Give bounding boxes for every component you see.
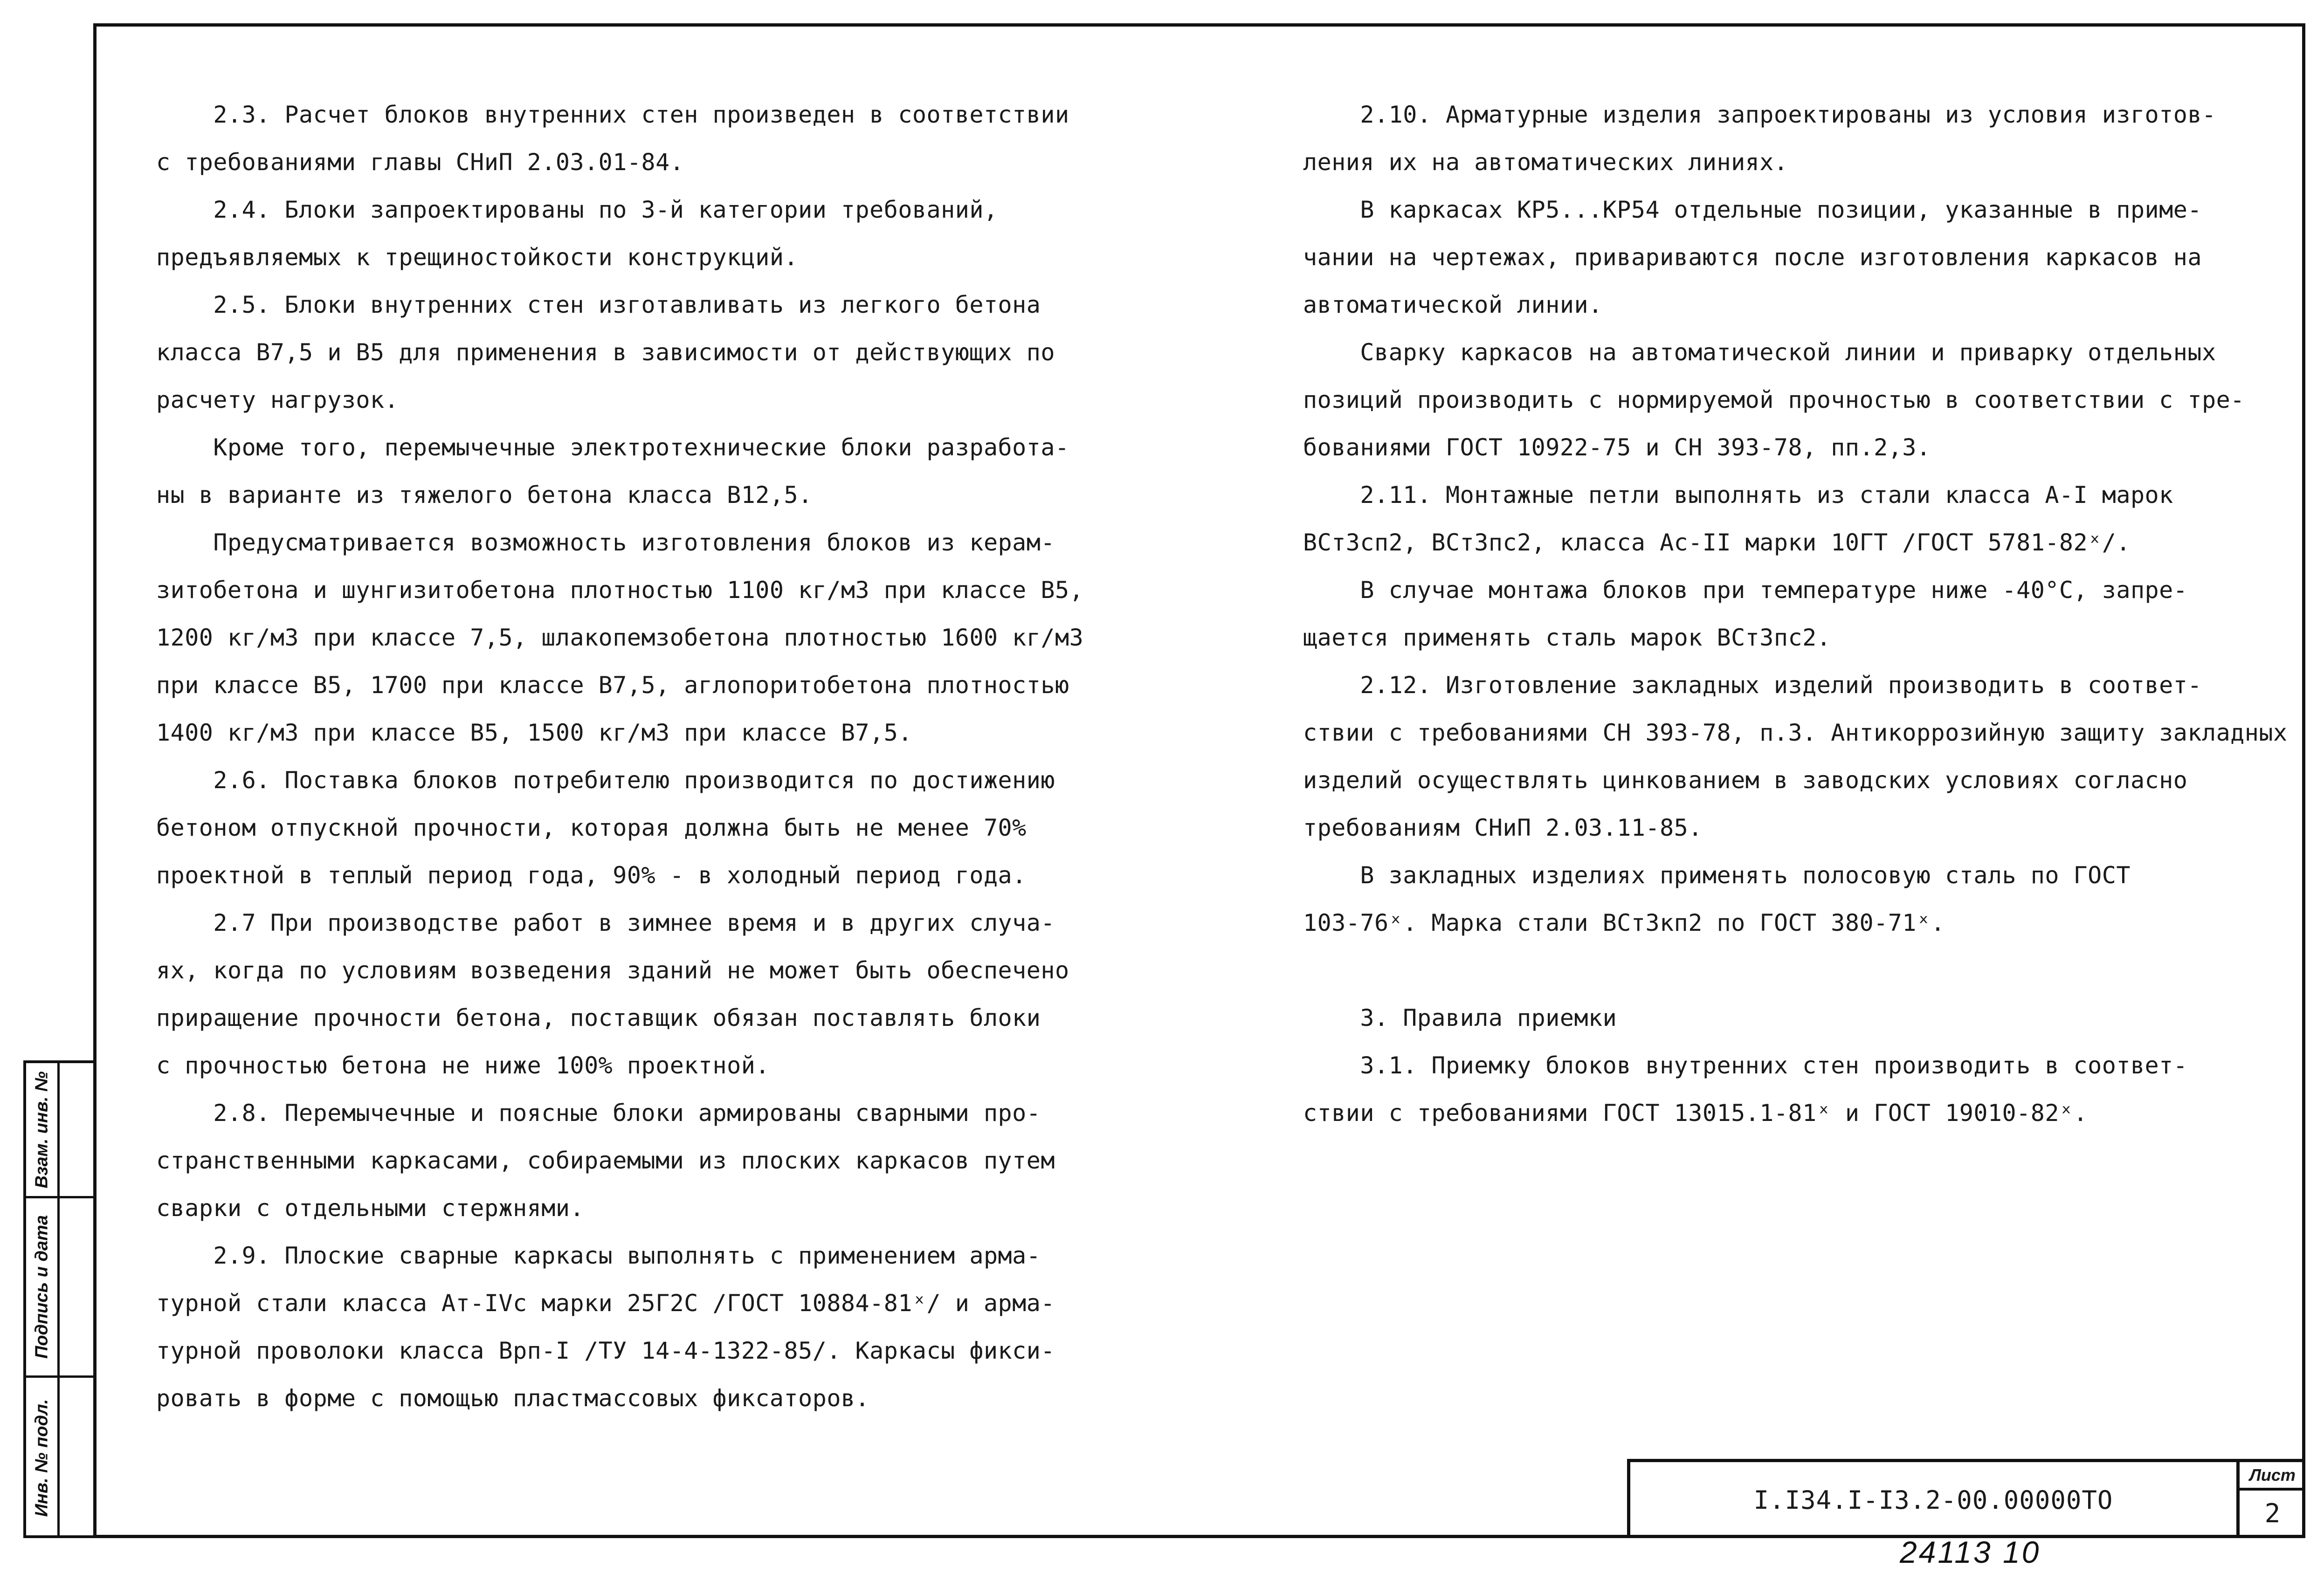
text-line: турной проволоки класса Врп-I /ТУ 14-4-1322-85/. Каркасы фикси- — [156, 1337, 1055, 1364]
text-line: 1200 кг/м3 при классе 7,5, шлакопемзобетона плотностью 1600 кг/м3 — [156, 624, 1084, 651]
text-line: 103-76ˣ. Марка стали ВСт3кп2 по ГОСТ 380-71ˣ. — [1303, 909, 1945, 936]
text-line: турной стали класса Ат-IVс марки 25Г2С /ГОСТ 10884-81ˣ/ и арма- — [156, 1290, 1055, 1317]
stamp-value-original — [60, 1378, 93, 1538]
text-line: ления их на автоматических линиях. — [1303, 149, 1788, 176]
title-block — [1627, 1459, 2305, 1538]
sheet-number: 2 — [2264, 1498, 2281, 1529]
sheet-label: Лист — [2240, 1462, 2305, 1491]
text-line: чании на чертежах, привариваются после изготовления каркасов на — [1303, 244, 2202, 271]
stamp-label-replacement-inv: Взам. инв. № — [32, 1071, 51, 1188]
text-line: требованиям СНиП 2.03.11-85. — [1303, 814, 1703, 841]
text-line: с требованиями главы СНиП 2.03.01-84. — [156, 149, 684, 176]
text-line: 2.11. Монтажные петли выполнять из стали класса А-I марок — [1303, 481, 2173, 509]
text-line: ровать в форме с помощью пластмассовых фиксаторов. — [156, 1385, 870, 1412]
text-line: позиций производить с нормируемой прочностью в соответствии с тре- — [1303, 386, 2245, 413]
text-line: сварки с отдельными стержнями. — [156, 1195, 585, 1222]
right-text-column — [1303, 91, 2288, 1137]
stamp-value-signature — [60, 1198, 93, 1378]
text-line: с прочностью бетона не ниже 100% проектной. — [156, 1052, 770, 1079]
text-line: Кроме того, перемычечные электротехнические блоки разработа- — [156, 434, 1069, 461]
text-line: предъявляемых к трещиностойкости конструкций. — [156, 244, 799, 271]
text-line: 2.4. Блоки запроектированы по 3-й категории требований, — [156, 196, 998, 223]
text-line — [1303, 947, 2268, 994]
text-line: 2.6. Поставка блоков потребителю производится по достижению — [156, 767, 1055, 794]
text-line: щается применять сталь марок ВСт3пс2. — [1303, 624, 1831, 651]
text-line: изделий осуществлять цинкованием в заводских условиях согласно — [1303, 767, 2188, 794]
text-line: бованиями ГОСТ 10922-75 и СН 393-78, пп.2,3. — [1303, 434, 1931, 461]
text-line: странственными каркасами, собираемыми из плоских каркасов путем — [156, 1147, 1055, 1174]
text-line: приращение прочности бетона, поставщик обязан поставлять блоки — [156, 1004, 1041, 1031]
text-line: при классе В5, 1700 при классе В7,5, аглопоритобетона плотностью — [156, 672, 1069, 699]
text-line: автоматической линии. — [1303, 291, 1603, 318]
stamp-value-replacement — [60, 1063, 93, 1198]
archive-number: 24113 10 — [1900, 1535, 2041, 1569]
stamp-value-column — [60, 1063, 93, 1535]
text-line: В случае монтажа блоков при температуре ниже -40°С, запре- — [1303, 577, 2188, 604]
left-text-column — [156, 91, 1121, 1422]
section-heading: 3. Правила приемки — [1303, 1004, 1617, 1031]
text-line: класса В7,5 и В5 для применения в зависимости от действующих по — [156, 339, 1055, 366]
text-line: ствии с требованиями ГОСТ 13015.1-81ˣ и ГОСТ 19010-82ˣ. — [1303, 1100, 2088, 1127]
text-line: 1400 кг/м3 при классе В5, 1500 кг/м3 при классе В7,5. — [156, 719, 912, 746]
text-line: В закладных изделиях применять полосовую сталь по ГОСТ — [1303, 862, 2131, 889]
text-line: 2.5. Блоки внутренних стен изготавливать из легкого бетона — [156, 291, 1041, 318]
text-line: 2.8. Перемычечные и поясные блоки армированы сварными про- — [156, 1100, 1041, 1127]
sheet-box — [2236, 1462, 2305, 1538]
text-line: 2.3. Расчет блоков внутренних стен произведен в соответствии — [156, 101, 1069, 128]
text-line: ны в варианте из тяжелого бетона класса В12,5. — [156, 481, 813, 509]
text-line: бетоном отпускной прочности, которая должна быть не менее 70% — [156, 814, 1027, 841]
text-line: ствии с требованиями СН 393-78, п.3. Антикоррозийную защиту закладных — [1303, 719, 2288, 746]
text-line: Предусматривается возможность изготовления блоков из керам- — [156, 529, 1055, 556]
text-line: расчету нагрузок. — [156, 386, 399, 413]
text-line: проектной в теплый период года, 90% - в холодный период года. — [156, 862, 1027, 889]
stamp-cell-original-inv — [26, 1378, 57, 1538]
text-line: ях, когда по условиям возведения зданий не может быть обеспечено — [156, 957, 1069, 984]
text-line: зитобетона и шунгизитобетона плотностью 1100 кг/м3 при классе В5, — [156, 577, 1084, 604]
text-line: 2.7 При производстве работ в зимнее время и в других случа- — [156, 909, 1055, 936]
text-line: 2.10. Арматурные изделия запроектированы из условия изготов- — [1303, 101, 2216, 128]
text-line: ВСт3сп2, ВСт3пс2, класса Ас-II марки 10ГТ /ГОСТ 5781-82ˣ/. — [1303, 529, 2131, 556]
stamp-cell-signature — [26, 1198, 57, 1378]
stamp-label-signature-date: Подпись и дата — [32, 1215, 51, 1359]
text-line: Сварку каркасов на автоматической линии и приварку отдельных — [1303, 339, 2216, 366]
text-line: 2.9. Плоские сварные каркасы выполнять с применением арма- — [156, 1242, 1041, 1269]
stamp-label-original-inv: Инв. № подл. — [32, 1399, 51, 1517]
stamp-label-column — [26, 1063, 60, 1535]
text-line: 2.12. Изготовление закладных изделий производить в соответ- — [1303, 672, 2202, 699]
text-line: 3.1. Приемку блоков внутренних стен производить в соответ- — [1303, 1052, 2188, 1079]
document-code: I.I34.I-I3.2-00.00000ТО — [1753, 1485, 2113, 1515]
stamp-cell-replacement — [26, 1063, 57, 1198]
margin-stamp-block — [23, 1060, 93, 1538]
text-line: В каркасах КР5...КР54 отдельные позиции, указанные в приме- — [1303, 196, 2202, 223]
